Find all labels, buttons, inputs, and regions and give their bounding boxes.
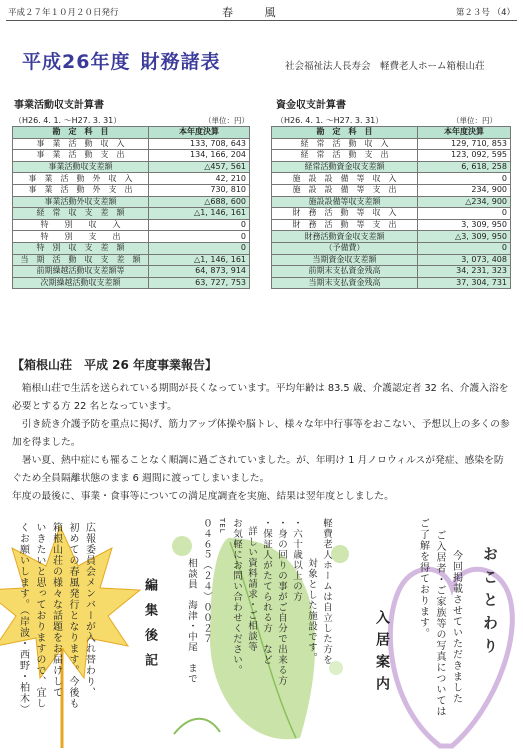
phone-number: ０４６５（２４）００２７ (201, 518, 212, 644)
title-subject: 財務諸表 (140, 51, 221, 73)
editor-note-text (14, 522, 97, 742)
amount-cell: 133, 708, 643 (149, 138, 250, 150)
admission-line: ・保証人がたてられる方 など (261, 518, 272, 665)
account-cell: 施 設 設 備 等 収 入 (272, 173, 418, 185)
notice-line: 今回掲載させていただきました (450, 550, 462, 704)
column-header-account: 勘 定 科 目 (272, 127, 418, 139)
account-cell: 事 業 活 動 収 入 (13, 138, 149, 150)
amount-cell: 234, 900 (418, 184, 511, 196)
amount-cell: 0 (149, 219, 250, 231)
account-cell: 財 務 活 動 等 収 入 (272, 208, 418, 220)
account-cell: 当期資金収支差額 (272, 254, 418, 266)
account-cell: 特 別 支 出 (13, 231, 149, 243)
account-cell: （予備費） (272, 242, 418, 254)
account-cell: 前期繰越活動収支差額等 (13, 266, 149, 278)
admission-line: 軽費老人ホームは自立した方を (321, 518, 332, 665)
editor-note-line: いきたいと思っておりますので、宜し (34, 522, 45, 709)
admission-line: ・身の回りの事がご自分で出来る方 (276, 518, 287, 686)
activity-statement-table (12, 126, 250, 289)
editor-note-heading: 編集後記 (142, 578, 157, 678)
admission-heading: 入居案内 (374, 610, 390, 698)
amount-cell: △457, 561 (149, 161, 250, 173)
amount-cell: 63, 727, 753 (149, 277, 250, 289)
table-row (272, 219, 511, 231)
table-row (272, 231, 511, 243)
account-cell: 特 別 収 支 差 額 (13, 242, 149, 254)
amount-cell: 34, 231, 323 (418, 266, 511, 278)
admission-line: TEL (218, 518, 226, 534)
report-paragraph: 箱根山荘で生活を送られている期間が長くなっています。平均年齢は 83.5 歳、介護認定者 32 名、介護入浴を必要とする方 22 名となっています。 (12, 383, 509, 412)
admission-line: お気軽にお問い合わせください。 (231, 518, 242, 676)
issue-date: 平成２７年１０月２０日発行 (8, 8, 119, 18)
paper-name: 春 風 (222, 6, 290, 19)
table-row (272, 161, 511, 173)
page-header (0, 0, 523, 22)
left-table-title: 事業活動収支計算書 (14, 100, 104, 111)
account-cell: 経 常 活 動 支 出 (272, 150, 418, 162)
amount-cell: 3, 073, 408 (418, 254, 511, 266)
notice-line: ご入居者・ご家族等の写真については (434, 530, 445, 717)
table-row (272, 150, 511, 162)
table-row (13, 173, 250, 185)
table-row (272, 254, 511, 266)
table-row (13, 231, 250, 243)
amount-cell: △1, 146, 161 (149, 208, 250, 220)
column-header-amount: 本年度決算 (418, 127, 511, 139)
amount-cell: 123, 092, 595 (418, 150, 511, 162)
table-row (272, 184, 511, 196)
amount-cell: 134, 166, 204 (149, 150, 250, 162)
left-table-unit: （単位：円） (204, 116, 249, 125)
notice-text (414, 518, 464, 718)
right-table-title: 資金収支計算書 (276, 100, 346, 111)
table-row (13, 161, 250, 173)
notice-line: ご了解を得ております。 (417, 518, 429, 639)
amount-cell: 37, 304, 731 (418, 277, 511, 289)
report-paragraph: 引き続き介護予防を重点に掲げ、筋力アップ体操や脳トレ、様々な年中行事等をおこない、予想以上の多くの参加を得ました。 (12, 419, 510, 448)
account-cell: 経 常 収 支 差 額 (13, 208, 149, 220)
account-cell: 財務活動資金収支差額 (272, 231, 418, 243)
table-row (13, 196, 250, 208)
organization-name: 社会福祉法人長寿会 軽費老人ホーム箱根山荘 (285, 61, 485, 72)
cashflow-statement-table (271, 126, 511, 289)
editor-note-line: 初めての春風発行となります。今後も (67, 522, 78, 709)
issue-number: 第２３号 （4） (455, 8, 515, 18)
account-cell: 前期末支払資金残高 (272, 266, 418, 278)
amount-cell: 129, 710, 853 (418, 138, 511, 150)
admission-line: ・六十歳以上の方 (291, 518, 302, 602)
header-divider (6, 20, 517, 21)
amount-cell: 0 (418, 208, 511, 220)
report-body (12, 380, 512, 506)
table-row (272, 138, 511, 150)
table-row (13, 138, 250, 150)
left-table-period: （H26. 4. 1. 〜H27. 3. 31） (14, 116, 122, 125)
account-cell: 特 別 収 入 (13, 219, 149, 231)
editor-note-line: 広報委員会メンバーが入れ替わり、 (83, 522, 95, 698)
account-cell: 経 常 活 動 収 入 (272, 138, 418, 150)
amount-cell: 3, 309, 950 (418, 219, 511, 231)
admission-line: 詳しい資料請求・ご相談等 (246, 526, 257, 652)
account-cell: 当 期 活 動 収 支 差 額 (13, 254, 149, 266)
table-row (13, 277, 250, 289)
report-paragraph: 年度の最後に、事業・食事等についての満足度調査を実施、結果は翌年度としました。 (12, 491, 394, 502)
table-row (13, 150, 250, 162)
account-cell: 事 業 活 動 外 支 出 (13, 184, 149, 196)
amount-cell: 6, 618, 258 (418, 161, 511, 173)
account-cell: 事 業 活 動 支 出 (13, 150, 149, 162)
report-paragraph: 暑い夏、熱中症にも罹ることなく順調に過ごされていました。が、年明け 1 月ノロウィルスが発症、感染を防ぐため全員隔離状態のまま 6 週間に渡ってしまいました。 (12, 455, 504, 484)
admission-line: 対象とした施設です。 (306, 558, 317, 663)
amount-cell: △688, 600 (149, 196, 250, 208)
column-header-account: 勘 定 科 目 (13, 127, 149, 139)
account-cell: 事業活動収支差額 (13, 161, 149, 173)
admission-text (184, 518, 334, 750)
amount-cell: 0 (149, 242, 250, 254)
bottom-section (0, 518, 523, 754)
table-row (13, 208, 250, 220)
table-row (272, 242, 511, 254)
table-row (272, 266, 511, 278)
amount-cell: 42, 210 (149, 173, 250, 185)
report-title: 【箱根山荘 平成 26 年度事業報告】 (12, 358, 218, 372)
account-cell: 施設設備等収支差額 (272, 196, 418, 208)
editor-note-line: くお願いします。（岸波・西野・柏木） (17, 522, 29, 715)
account-cell: 施 設 設 備 等 支 出 (272, 184, 418, 196)
account-cell: 経常活動資金収支差額 (272, 161, 418, 173)
account-cell: 事業活動外収支差額 (13, 196, 149, 208)
amount-cell: 64, 873, 914 (149, 266, 250, 278)
amount-cell: 0 (149, 231, 250, 243)
table-row (13, 184, 250, 196)
table-row (13, 266, 250, 278)
editor-note-line: 箱根山荘の様々な話題をお届けして (50, 522, 62, 698)
amount-cell: 0 (418, 242, 511, 254)
table-row (13, 242, 250, 254)
account-cell: 次期繰越活動収支差額 (13, 277, 149, 289)
right-table-unit: （単位：円） (452, 116, 497, 125)
table-row (272, 173, 511, 185)
admission-line: 相談員 海津・中尾 まで (186, 558, 197, 684)
amount-cell: △1, 146, 161 (149, 254, 250, 266)
table-row (272, 196, 511, 208)
page-title (22, 47, 220, 74)
amount-cell: △234, 900 (418, 196, 511, 208)
account-cell: 事 業 活 動 外 収 入 (13, 173, 149, 185)
table-row (272, 277, 511, 289)
table-row (13, 219, 250, 231)
title-year: 平成26年度 (22, 51, 131, 73)
amount-cell: 730, 810 (149, 184, 250, 196)
column-header-amount: 本年度決算 (149, 127, 250, 139)
amount-cell: △3, 309, 950 (418, 231, 511, 243)
account-cell: 当期末支払資金残高 (272, 277, 418, 289)
amount-cell: 0 (418, 173, 511, 185)
table-row (13, 254, 250, 266)
notice-heading: おことわり (481, 546, 499, 661)
account-cell: 財 務 活 動 等 支 出 (272, 219, 418, 231)
right-table-period: （H26. 4. 1. 〜H27. 3. 31） (276, 116, 384, 125)
table-row (272, 208, 511, 220)
